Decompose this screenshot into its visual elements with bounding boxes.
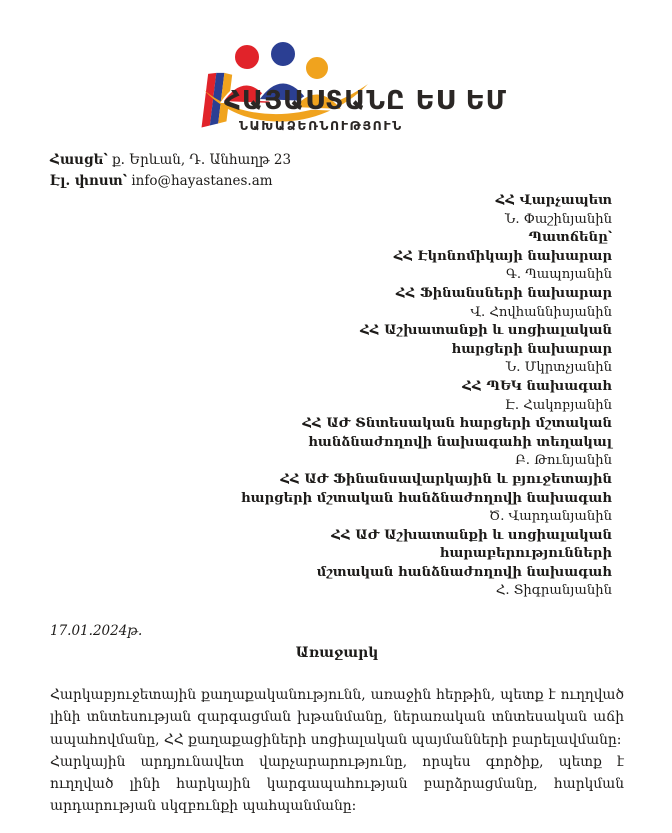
recipient-title: ՀՀ Վարչապետ: [495, 193, 612, 208]
letter-body: [50, 684, 624, 818]
recipient-social-committee-chair: [182, 527, 612, 601]
address-value: ք. Երևան, Դ. Անհաղթ 23: [107, 152, 292, 168]
recipient-title: ՀՀ Էկոնոմիկայի նախարար: [393, 248, 612, 264]
paragraph-fiscal-policy: Հարկաբյուջետային քաղաքականությունն, առաջին հերթին, պետք է ուղղված լինի տնտեսության զարգացման խթանմանը, ներառական տնտեսական աճի ապահովմանը, ՀՀ քաղաքացիների սոցիալական պայմանների բարելավմանը:: [50, 687, 624, 748]
recipient-labor-minister: [182, 322, 612, 378]
recipient-name: Վ. Հովհաննիսյանին: [470, 304, 612, 320]
email-value: info@hayastanes.am: [127, 173, 273, 189]
recipient-title: ՀՀ ԱԺ Աշխատանքի և սոցիալական: [331, 527, 612, 543]
recipients-block: [182, 192, 612, 601]
recipient-title: հարցերի նախարար: [451, 341, 612, 357]
recipient-title: հարաբերությունների: [439, 546, 612, 562]
recipient-finance-minister: [182, 285, 612, 322]
paragraph-tax-administration: Հարկային արդյունավետ վարչարարությունը, որպես գործիք, պետք է ուղղված լինի հարկային կարգապահության բարձրացմանը, հարկման արդարության սկզբունքի պահպանմանը:: [50, 753, 624, 815]
recipient-title: ՀՀ Ֆինանսների նախարար: [395, 285, 612, 301]
recipient-title: հարցերի մշտական հանձնաժողովի նախագահ: [240, 490, 612, 506]
recipient-pm: [182, 192, 612, 229]
address-line: [50, 150, 291, 171]
email-line: [50, 171, 291, 192]
recipient-economy-minister: [182, 248, 612, 285]
logo-subtitle: ՆԱԽԱՁԵՌՆՈՒԹՅՈՒՆ: [239, 118, 403, 133]
recipient-name: Ծ. Վարդանյանին: [489, 509, 612, 525]
recipient-title: ՀՀ ԱԺ Տնտեսական հարցերի մշտական: [302, 416, 612, 432]
contact-block: [50, 150, 291, 192]
copy-label: [182, 229, 612, 248]
recipient-name: Է. Հակոբյանին: [504, 397, 612, 413]
proposal-heading: Առաջարկ: [295, 645, 379, 661]
logo-title: ՀԱՅԱՍՏԱՆԸ ԵՍ ԵՄ: [224, 86, 507, 116]
email-label: Էլ. փոստ՝: [50, 173, 128, 189]
recipient-economic-committee-deputy: [182, 415, 612, 471]
letter-date: 17.01.2024թ.: [50, 623, 143, 639]
address-label: Հասցե՝: [50, 152, 108, 168]
recipient-budget-committee-chair: [182, 471, 612, 527]
recipient-title: Պատճենը՝: [528, 230, 612, 246]
recipient-name: Ն. Մկրտչյանին: [505, 360, 612, 376]
recipient-title: ՀՀ Աշխատանքի և սոցիալական: [360, 323, 612, 339]
recipient-src-chairman: [182, 378, 612, 415]
recipient-title: ՀՀ ԱԺ Ֆինանսավարկային և բյուջետային: [280, 471, 612, 487]
recipient-title: ՀՀ ՊԵԿ նախագահ: [462, 378, 612, 394]
recipient-name: Հ. Տիգրանյանին: [495, 583, 612, 599]
recipient-name: Բ. Թունյանին: [515, 453, 612, 469]
recipient-title: մշտական հանձնաժողովի նախագահ: [316, 564, 612, 580]
recipient-title: հանձնաժողովի նախագահի տեղակալ: [308, 434, 612, 450]
recipient-name: Ն. Փաշինյանին: [504, 211, 612, 227]
recipient-name: Գ. Պապոյանին: [505, 267, 612, 283]
